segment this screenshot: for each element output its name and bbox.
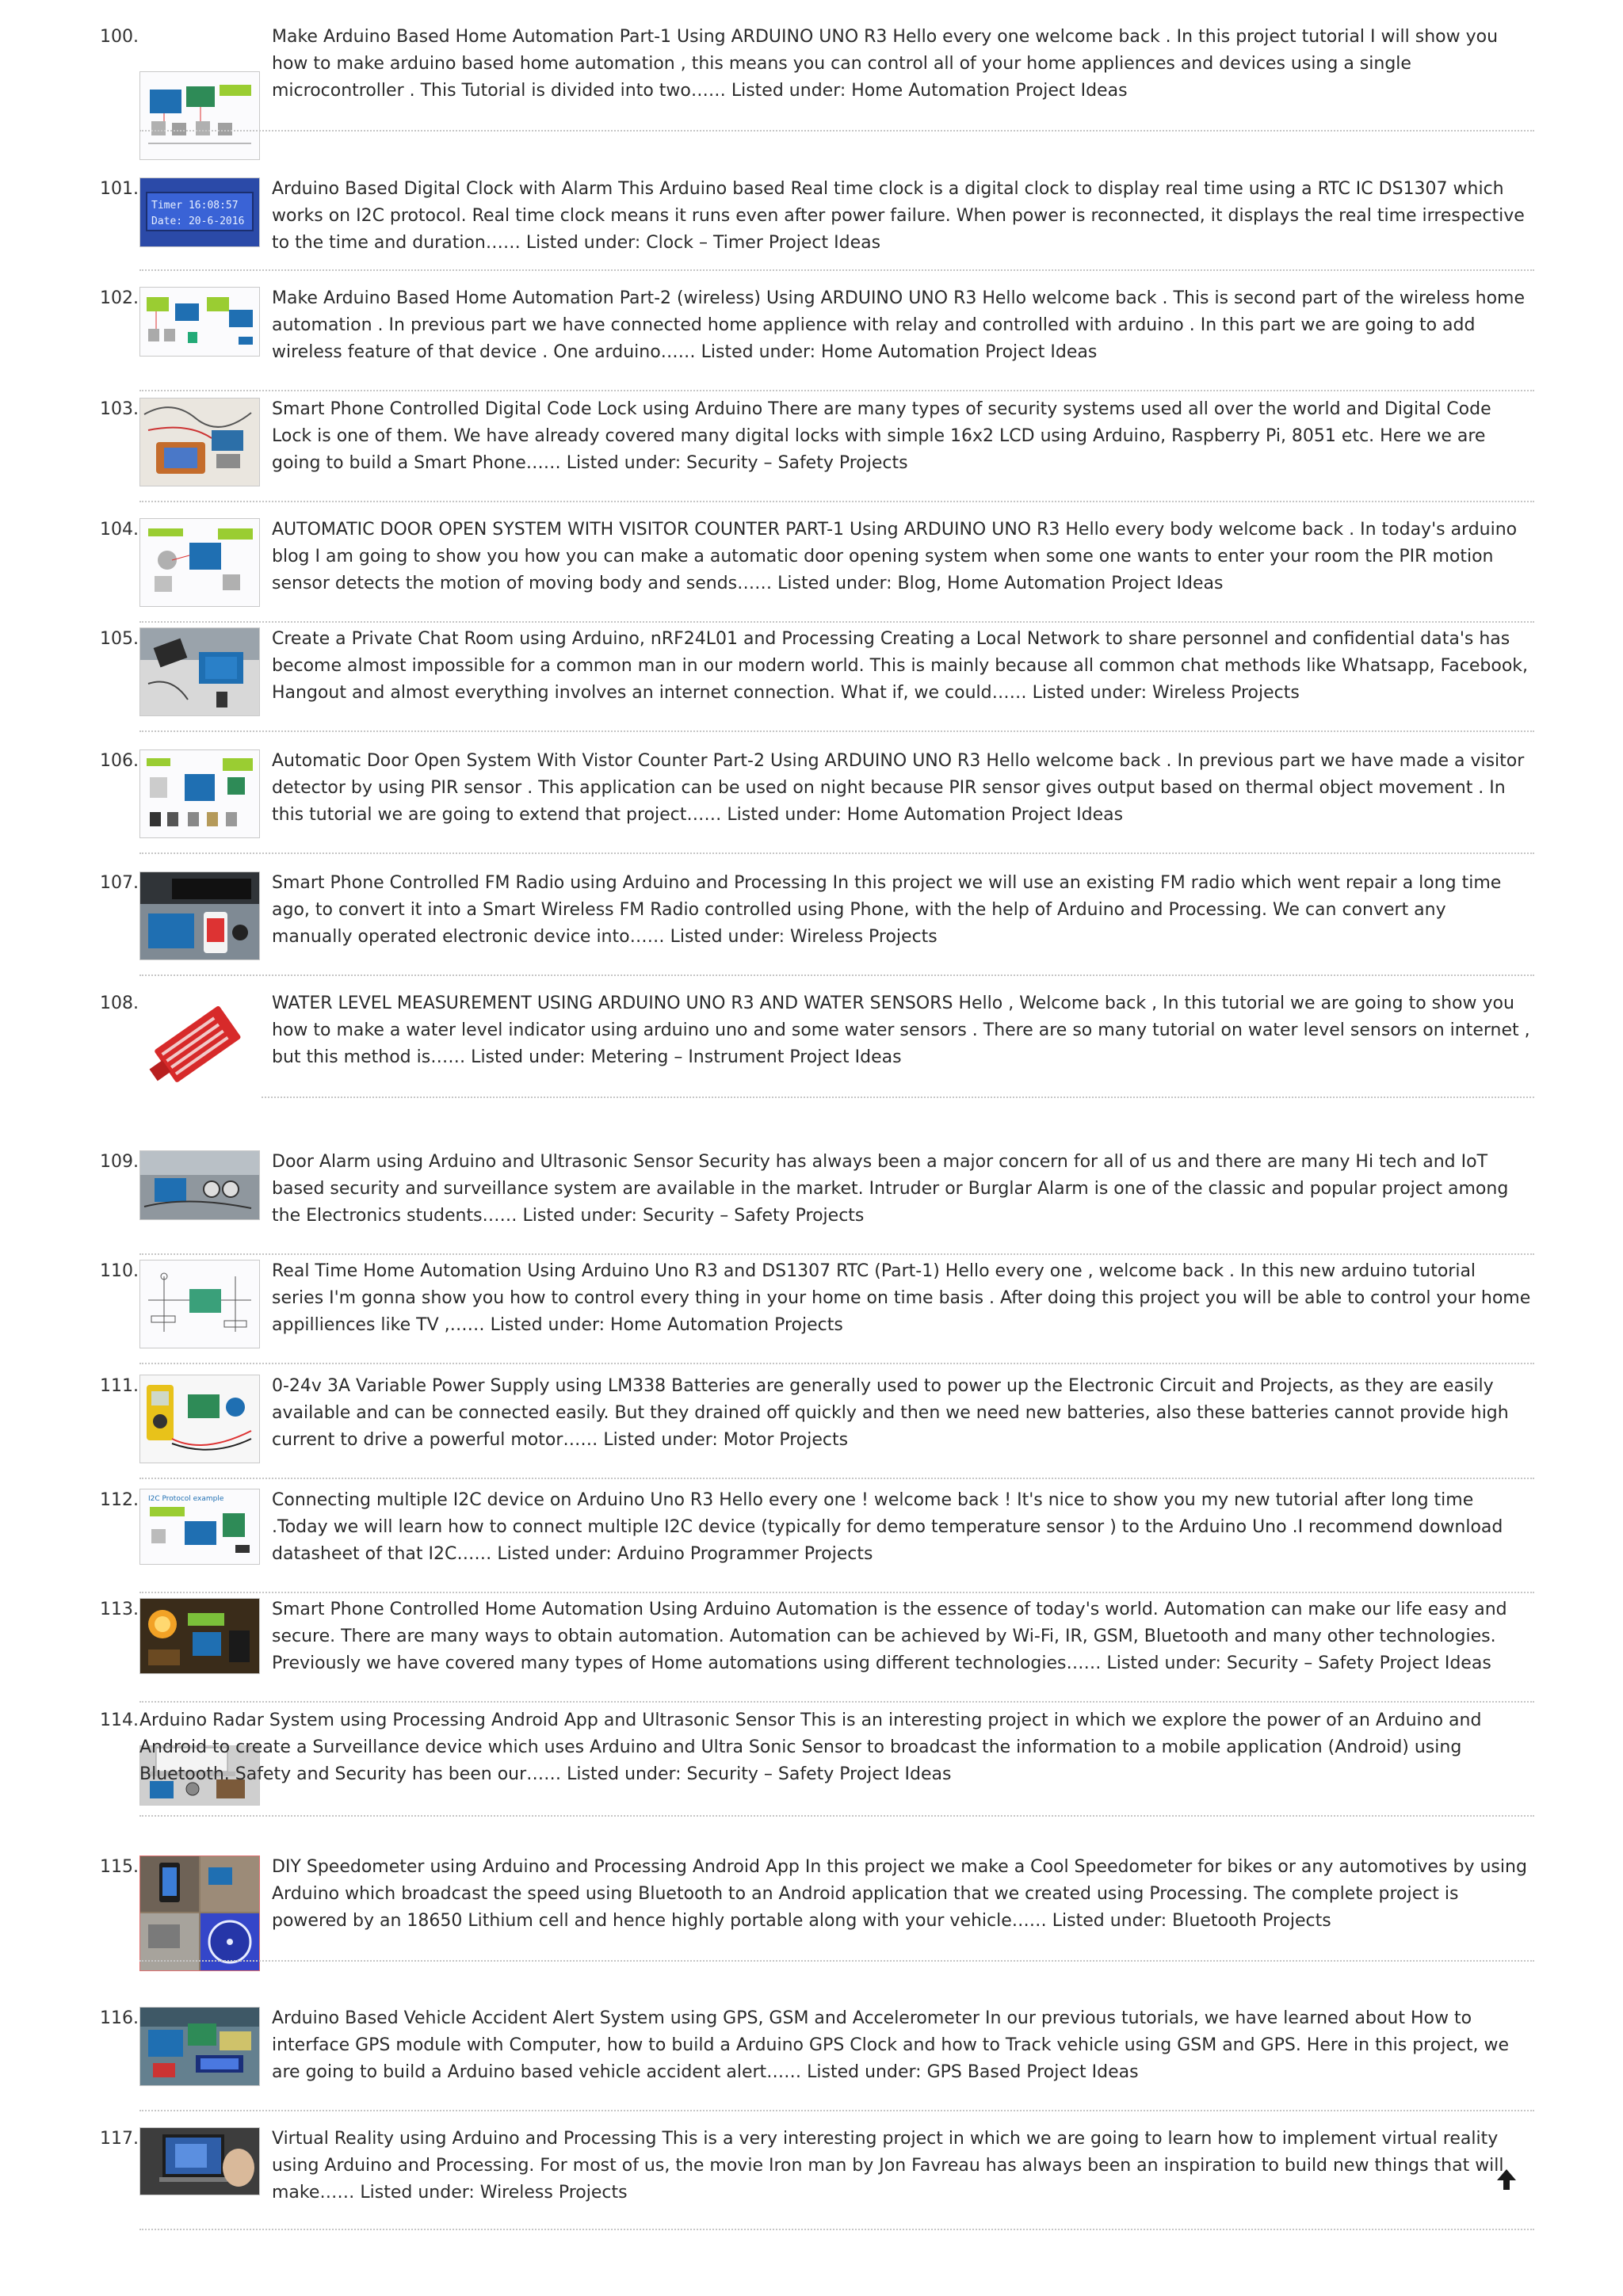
item-description: Real Time Home Automation Using Arduino Uno R3 and DS1307 RTC (Part-1) Hello every one , welcome back . In this new arduino tutorial series I'm gonna show you how to control every thing in your home on time basis . After doing this project you will be able to control your home appilliences like TV ,…… Listed under: Home Automation Projects	[272, 1261, 1531, 1335]
i2c-diagram-thumbnail[interactable]	[139, 1489, 260, 1565]
item-description: Make Arduino Based Home Automation Part-2 (wireless) Using ARDUINO UNO R3 Hello welcome back . This is second part of the wireless home automation . In previous part we have connected home applience with relay and controlled with arduino . In this part we are going to add wireless feature of that device . One arduino…… Listed under: Home Automation Project Ideas	[272, 288, 1526, 362]
lcd-clock-thumbnail[interactable]	[139, 177, 260, 247]
arduino-diagram-thumbnail[interactable]	[139, 71, 260, 160]
item-separator	[139, 730, 1534, 732]
arrow-up-icon	[1493, 2166, 1520, 2193]
visitor-counter-diagram-thumbnail[interactable]	[139, 749, 260, 838]
item-number: 111.	[100, 1376, 139, 1396]
item-description: Arduino Radar System using Processing Android App and Ultrasonic Sensor This is an interesting project in which we explore the power of an Arduino and Android to create a Surveillance device which uses Arduino and Ultra Sonic Sensor to broadcast the information to a mobile application (Android) using Bluetooth. Safety and Security has been our…… Listed under: Security – Safety Project Ideas	[139, 1711, 1482, 1784]
item-separator	[139, 2229, 1534, 2230]
item-number: 117.	[100, 2129, 139, 2149]
item-number: 101.	[100, 179, 139, 199]
item-separator	[139, 130, 1534, 132]
fm-radio-photo-thumbnail[interactable]	[139, 871, 260, 960]
door-alarm-photo-thumbnail[interactable]	[139, 1150, 260, 1220]
item-number: 108.	[100, 994, 139, 1013]
item-separator	[139, 1815, 1534, 1817]
item-number: 105.	[100, 629, 139, 649]
thumbnail-caption: I2C Protocol example	[148, 1495, 224, 1503]
item-description: Smart Phone Controlled Home Automation Using Arduino Automation is the essence of today's world. Automation can make our life easy and secure. There are many ways to obtain automation. Automation can be achieved by Wi-Fi, IR, GSM, Bluetooth and many other technologies. Previously we have covered many types of Home automations using different technologies…… Listed under: Security – Safety Project Ideas	[272, 1600, 1507, 1673]
item-number: 116.	[100, 2008, 139, 2028]
item-number: 100.	[100, 27, 139, 47]
item-description: Door Alarm using Arduino and Ultrasonic Sensor Security has always been a major concern for all of us and there are many Hi tech and IoT based security and surveillance system are available in the market. Intruder or Burglar Alarm is one of the classic and popular project among the Electronics students…… Listed under: Security – Safety Projects	[272, 1152, 1509, 1226]
item-separator	[139, 1363, 1534, 1364]
item-description: Virtual Reality using Arduino and Processing This is a very interesting project in which we are going to learn how to implement virtual reality using Arduino and Processing. For most of us, the movie Iron man by Jon Favreau has always been an inspiration to build new things that will make…… Listed under: Wireless Projects	[272, 2129, 1504, 2203]
item-number: 103.	[100, 399, 139, 419]
back-to-top-button[interactable]	[1493, 2166, 1520, 2193]
item-number: 102.	[100, 288, 139, 308]
item-description: Create a Private Chat Room using Arduino, nRF24L01 and Processing Creating a Local Network to share personnel and confidential data's has become almost impossible for a common man in our modern world. This is mainly because all common chat methods like Whatsapp, Facebook, Hangout and almost everything involves an internet connection. What if, we could…… Listed under: Wireless Projects	[272, 629, 1529, 703]
accident-alert-photo-thumbnail[interactable]	[139, 2007, 260, 2086]
item-separator	[262, 1097, 1534, 1098]
water-sensor-thumbnail[interactable]	[139, 1001, 260, 1104]
item-description: Automatic Door Open System With Vistor Counter Part-2 Using ARDUINO UNO R3 Hello welcome back . In previous part we have made a visitor detector by using PIR sensor . This application can be used on night because PIR sensor gives output based on thermal object movement . In this tutorial we are going to extend that project…… Listed under: Home Automation Project Ideas	[272, 751, 1525, 825]
item-number: 107.	[100, 873, 139, 893]
item-separator	[139, 974, 1534, 976]
wireless-diagram-thumbnail[interactable]	[139, 287, 260, 357]
item-separator	[139, 1253, 1534, 1255]
item-description: WATER LEVEL MEASUREMENT USING ARDUINO UNO R3 AND WATER SENSORS Hello , Welcome back , In this tutorial we are going to show you how to make a water level indicator using arduino uno and some water sensors . There are so many tutorial on water level sensors on internet , but this method is…… Listed under: Metering – Instrument Project Ideas	[272, 994, 1530, 1067]
item-description: Make Arduino Based Home Automation Part-1 Using ARDUINO UNO R3 Hello every one welcome back . In this project tutorial I will show you how to make arduino based home automation , this means you can control all of your home appliences and devices using a single microcontroller . This Tutorial is divided into two…… Listed under: Home Automation Project Ideas	[272, 27, 1499, 101]
item-separator	[139, 2110, 1534, 2111]
item-separator	[139, 501, 1534, 502]
item-description: Connecting multiple I2C device on Arduino Uno R3 Hello every one ! welcome back ! It's nice to show you my new tutorial after long time .Today we will learn how to connect multiple I2C device (typically for demo temperature sensor ) to the Arduino Uno .I recommend download datasheet of that I2C…… Listed under: Arduino Programmer Projects	[272, 1490, 1503, 1564]
item-separator	[139, 621, 1534, 623]
item-separator	[139, 1592, 1534, 1593]
item-separator	[139, 1701, 1534, 1703]
home-automation-photo-thumbnail[interactable]	[139, 1598, 260, 1674]
item-number: 114.	[100, 1711, 139, 1730]
door-system-diagram-thumbnail[interactable]	[139, 518, 260, 607]
item-number: 109.	[100, 1152, 139, 1172]
item-description: Arduino Based Digital Clock with Alarm This Arduino based Real time clock is a digital clock to display real time using a RTC IC DS1307 which works on I2C protocol. Real time clock means it runs even after power failure. When power is reconnected, it displays the real time irrespective to the time and duration…… Listed under: Clock – Timer Project Ideas	[272, 179, 1525, 253]
item-number: 104.	[100, 520, 139, 540]
item-number: 110.	[100, 1261, 139, 1281]
item-description: Smart Phone Controlled Digital Code Lock using Arduino There are many types of security systems used all over the world and Digital Code Lock is one of them. We have already covered many digital locks with simple 16x2 LCD using Arduino, Raspberry Pi, 8051 etc. Here we are going to build a Smart Phone…… Listed under: Security – Safety Projects	[272, 399, 1491, 473]
rtc-schematic-thumbnail[interactable]	[139, 1260, 260, 1348]
item-separator	[139, 390, 1534, 391]
speedometer-photo-thumbnail[interactable]	[139, 1855, 260, 1971]
item-separator	[139, 1960, 1534, 1962]
power-supply-photo-thumbnail[interactable]	[139, 1375, 260, 1463]
lcd-line-2: Date: 20-6-2016	[151, 215, 245, 227]
item-number: 113.	[100, 1600, 139, 1619]
lcd-line-1: Timer 16:08:57	[151, 200, 239, 212]
item-separator	[139, 1478, 1534, 1479]
item-description: Smart Phone Controlled FM Radio using Arduino and Processing In this project we will use an existing FM radio which went repair a long time ago, to convert it into a Smart Wireless FM Radio controlled using Phone, with the help of Arduino and Processing. We can convert any manually operated electronic device into…… Listed under: Wireless Projects	[272, 873, 1502, 947]
item-number: 115.	[100, 1857, 139, 1877]
item-separator	[139, 852, 1534, 854]
item-description: Arduino Based Vehicle Accident Alert System using GPS, GSM and Accelerometer In our previous tutorials, we have learned about How to interface GPS module with Computer, how to build a Arduino GPS Clock and how to Track vehicle using GSM and GPS. Here in this project, we are going to build a Arduino based vehicle accident alert…… Listed under: GPS Based Project Ideas	[272, 2008, 1510, 2082]
item-number: 112.	[100, 1490, 139, 1510]
virtual-reality-photo-thumbnail[interactable]	[139, 2127, 260, 2195]
item-separator	[139, 269, 1534, 271]
item-number: 106.	[100, 751, 139, 771]
code-lock-photo-thumbnail[interactable]	[139, 398, 260, 486]
item-description: 0-24v 3A Variable Power Supply using LM338 Batteries are generally used to power up the Electronic Circuit and Projects, as they are easily available and can be connected easily. But they drained off quickly and then we need new batteries, also these batteries cannot provide high current to drive a powerful motor…… Listed under: Motor Projects	[272, 1376, 1509, 1450]
item-description: AUTOMATIC DOOR OPEN SYSTEM WITH VISITOR COUNTER PART-1 Using ARDUINO UNO R3 Hello every body welcome back . In today's arduino blog I am going to show you how you can make a automatic door opening system when some one wants to enter your room the PIR motion sensor detects the motion of moving body and sends…… Listed under: Blog, Home Automation Project Ideas	[272, 520, 1518, 593]
item-description: DIY Speedometer using Arduino and Processing Android App In this project we make a Cool Speedometer for bikes or any automotives by using Arduino which broadcast the speed using Bluetooth to an Android application that we created using Processing. The complete project is powered by an 18650 Lithium cell and hence highly portable along with your vehicle…… Listed under: Bluetooth Projects	[272, 1857, 1527, 1931]
chat-room-photo-thumbnail[interactable]	[139, 627, 260, 716]
